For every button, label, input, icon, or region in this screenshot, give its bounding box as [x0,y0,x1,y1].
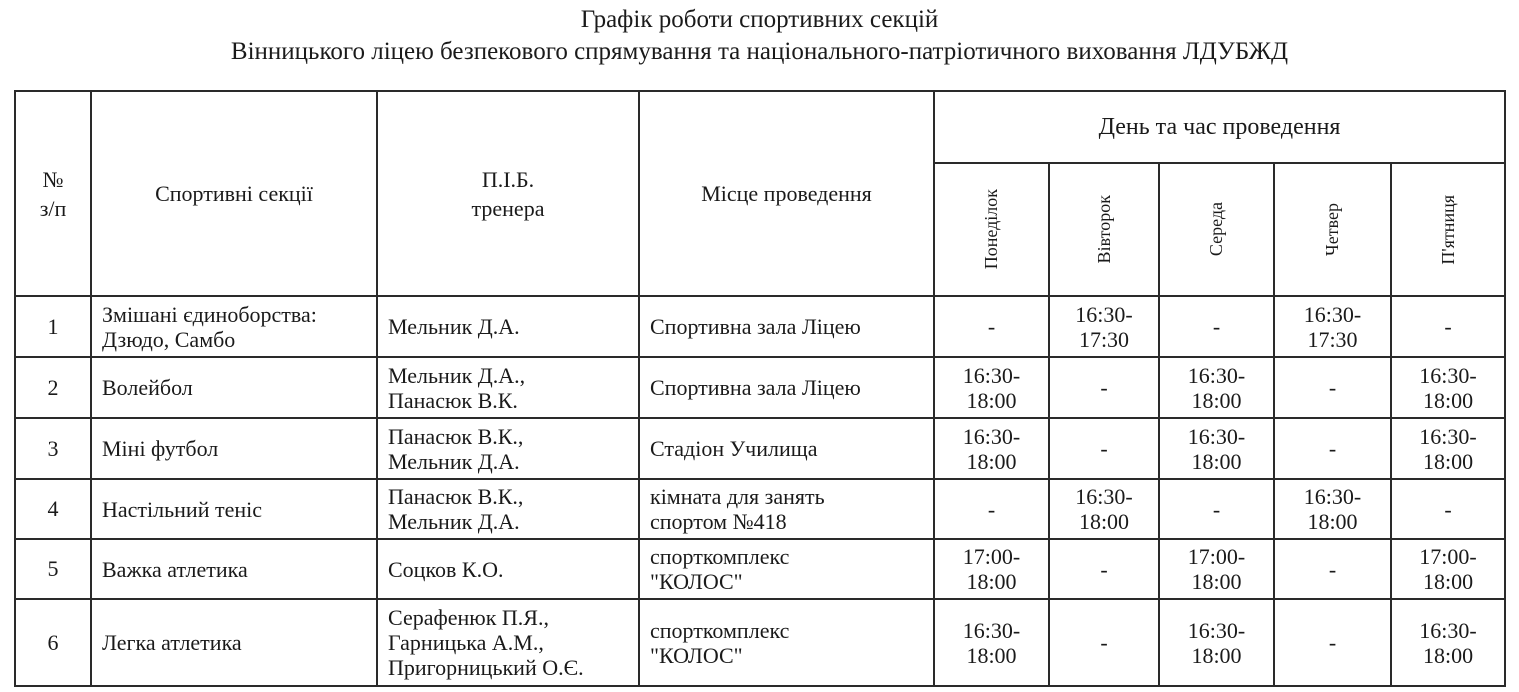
time-monday: 16:30- 18:00 [934,599,1049,686]
time-tuesday: 16:30- 18:00 [1049,479,1159,539]
place-name: Спортивна зала Ліцею [639,357,934,418]
row-number: 3 [15,418,91,479]
time-thursday: 16:30- 18:00 [1274,479,1391,539]
time-tuesday: 16:30- 17:30 [1049,296,1159,357]
time-thursday: - [1274,539,1391,599]
schedule-body [15,296,1505,686]
time-monday: - [934,479,1049,539]
time-tuesday: - [1049,418,1159,479]
time-friday: 17:00- 18:00 [1391,539,1505,599]
time-friday: 16:30- 18:00 [1391,599,1505,686]
time-wednesday: 17:00- 18:00 [1159,539,1274,599]
time-tuesday: - [1049,599,1159,686]
time-friday: 16:30- 18:00 [1391,418,1505,479]
time-wednesday: - [1159,296,1274,357]
header-coach: П.І.Б. тренера [377,91,639,296]
header-row-1 [15,91,1505,163]
section-name: Настільний теніс [91,479,377,539]
time-monday: 17:00- 18:00 [934,539,1049,599]
time-wednesday: 16:30- 18:00 [1159,357,1274,418]
header-day-friday: П'ятниця [1391,163,1505,296]
header-sections: Спортивні секції [91,91,377,296]
row-number: 4 [15,479,91,539]
time-monday: 16:30- 18:00 [934,418,1049,479]
time-tuesday: - [1049,539,1159,599]
time-friday: 16:30- 18:00 [1391,357,1505,418]
table-row [15,599,1505,686]
time-wednesday: - [1159,479,1274,539]
header-number: № з/п [15,91,91,296]
coach-name: Мельник Д.А., Панасюк В.К. [377,357,639,418]
header-day-tuesday: Вівторок [1049,163,1159,296]
section-name: Легка атлетика [91,599,377,686]
time-friday: - [1391,479,1505,539]
time-thursday: - [1274,599,1391,686]
place-name: Стадіон Училища [639,418,934,479]
place-name: спорткомплекс "КОЛОС" [639,539,934,599]
title-line-2: Вінницького ліцею безпекового спрямування та національного-патріотичного виховання ЛДУБЖД [230,38,1289,65]
place-name: Спортивна зала Ліцею [639,296,934,357]
coach-name: Серафенюк П.Я., Гарницька А.М., Пригорницький О.Є. [377,599,639,686]
time-thursday: - [1274,357,1391,418]
time-wednesday: 16:30- 18:00 [1159,599,1274,686]
place-name: спорткомплекс "КОЛОС" [639,599,934,686]
time-friday: - [1391,296,1505,357]
header-day-thursday: Четвер [1274,163,1391,296]
header-days-title: День та час проведення [934,91,1505,163]
time-wednesday: 16:30- 18:00 [1159,418,1274,479]
coach-name: Панасюк В.К., Мельник Д.А. [377,479,639,539]
table-row [15,296,1505,357]
header-place: Місце проведення [639,91,934,296]
table-row [15,479,1505,539]
document-title [0,4,1519,68]
section-name: Міні футбол [91,418,377,479]
coach-name: Мельник Д.А. [377,296,639,357]
section-name: Волейбол [91,357,377,418]
row-number: 6 [15,599,91,686]
table-row [15,418,1505,479]
table-row [15,357,1505,418]
time-monday: 16:30- 18:00 [934,357,1049,418]
time-thursday: - [1274,418,1391,479]
row-number: 1 [15,296,91,357]
title-line-1: Графік роботи спортивних секцій [580,6,939,33]
schedule-table [14,90,1506,687]
time-tuesday: - [1049,357,1159,418]
time-thursday: 16:30- 17:30 [1274,296,1391,357]
header-day-wednesday: Середа [1159,163,1274,296]
coach-name: Панасюк В.К., Мельник Д.А. [377,418,639,479]
row-number: 2 [15,357,91,418]
table-row [15,539,1505,599]
section-name: Важка атлетика [91,539,377,599]
place-name: кімната для занять спортом №418 [639,479,934,539]
time-monday: - [934,296,1049,357]
coach-name: Соцков К.О. [377,539,639,599]
row-number: 5 [15,539,91,599]
section-name: Змішані єдиноборства: Дзюдо, Самбо [91,296,377,357]
header-day-monday: Понеділок [934,163,1049,296]
